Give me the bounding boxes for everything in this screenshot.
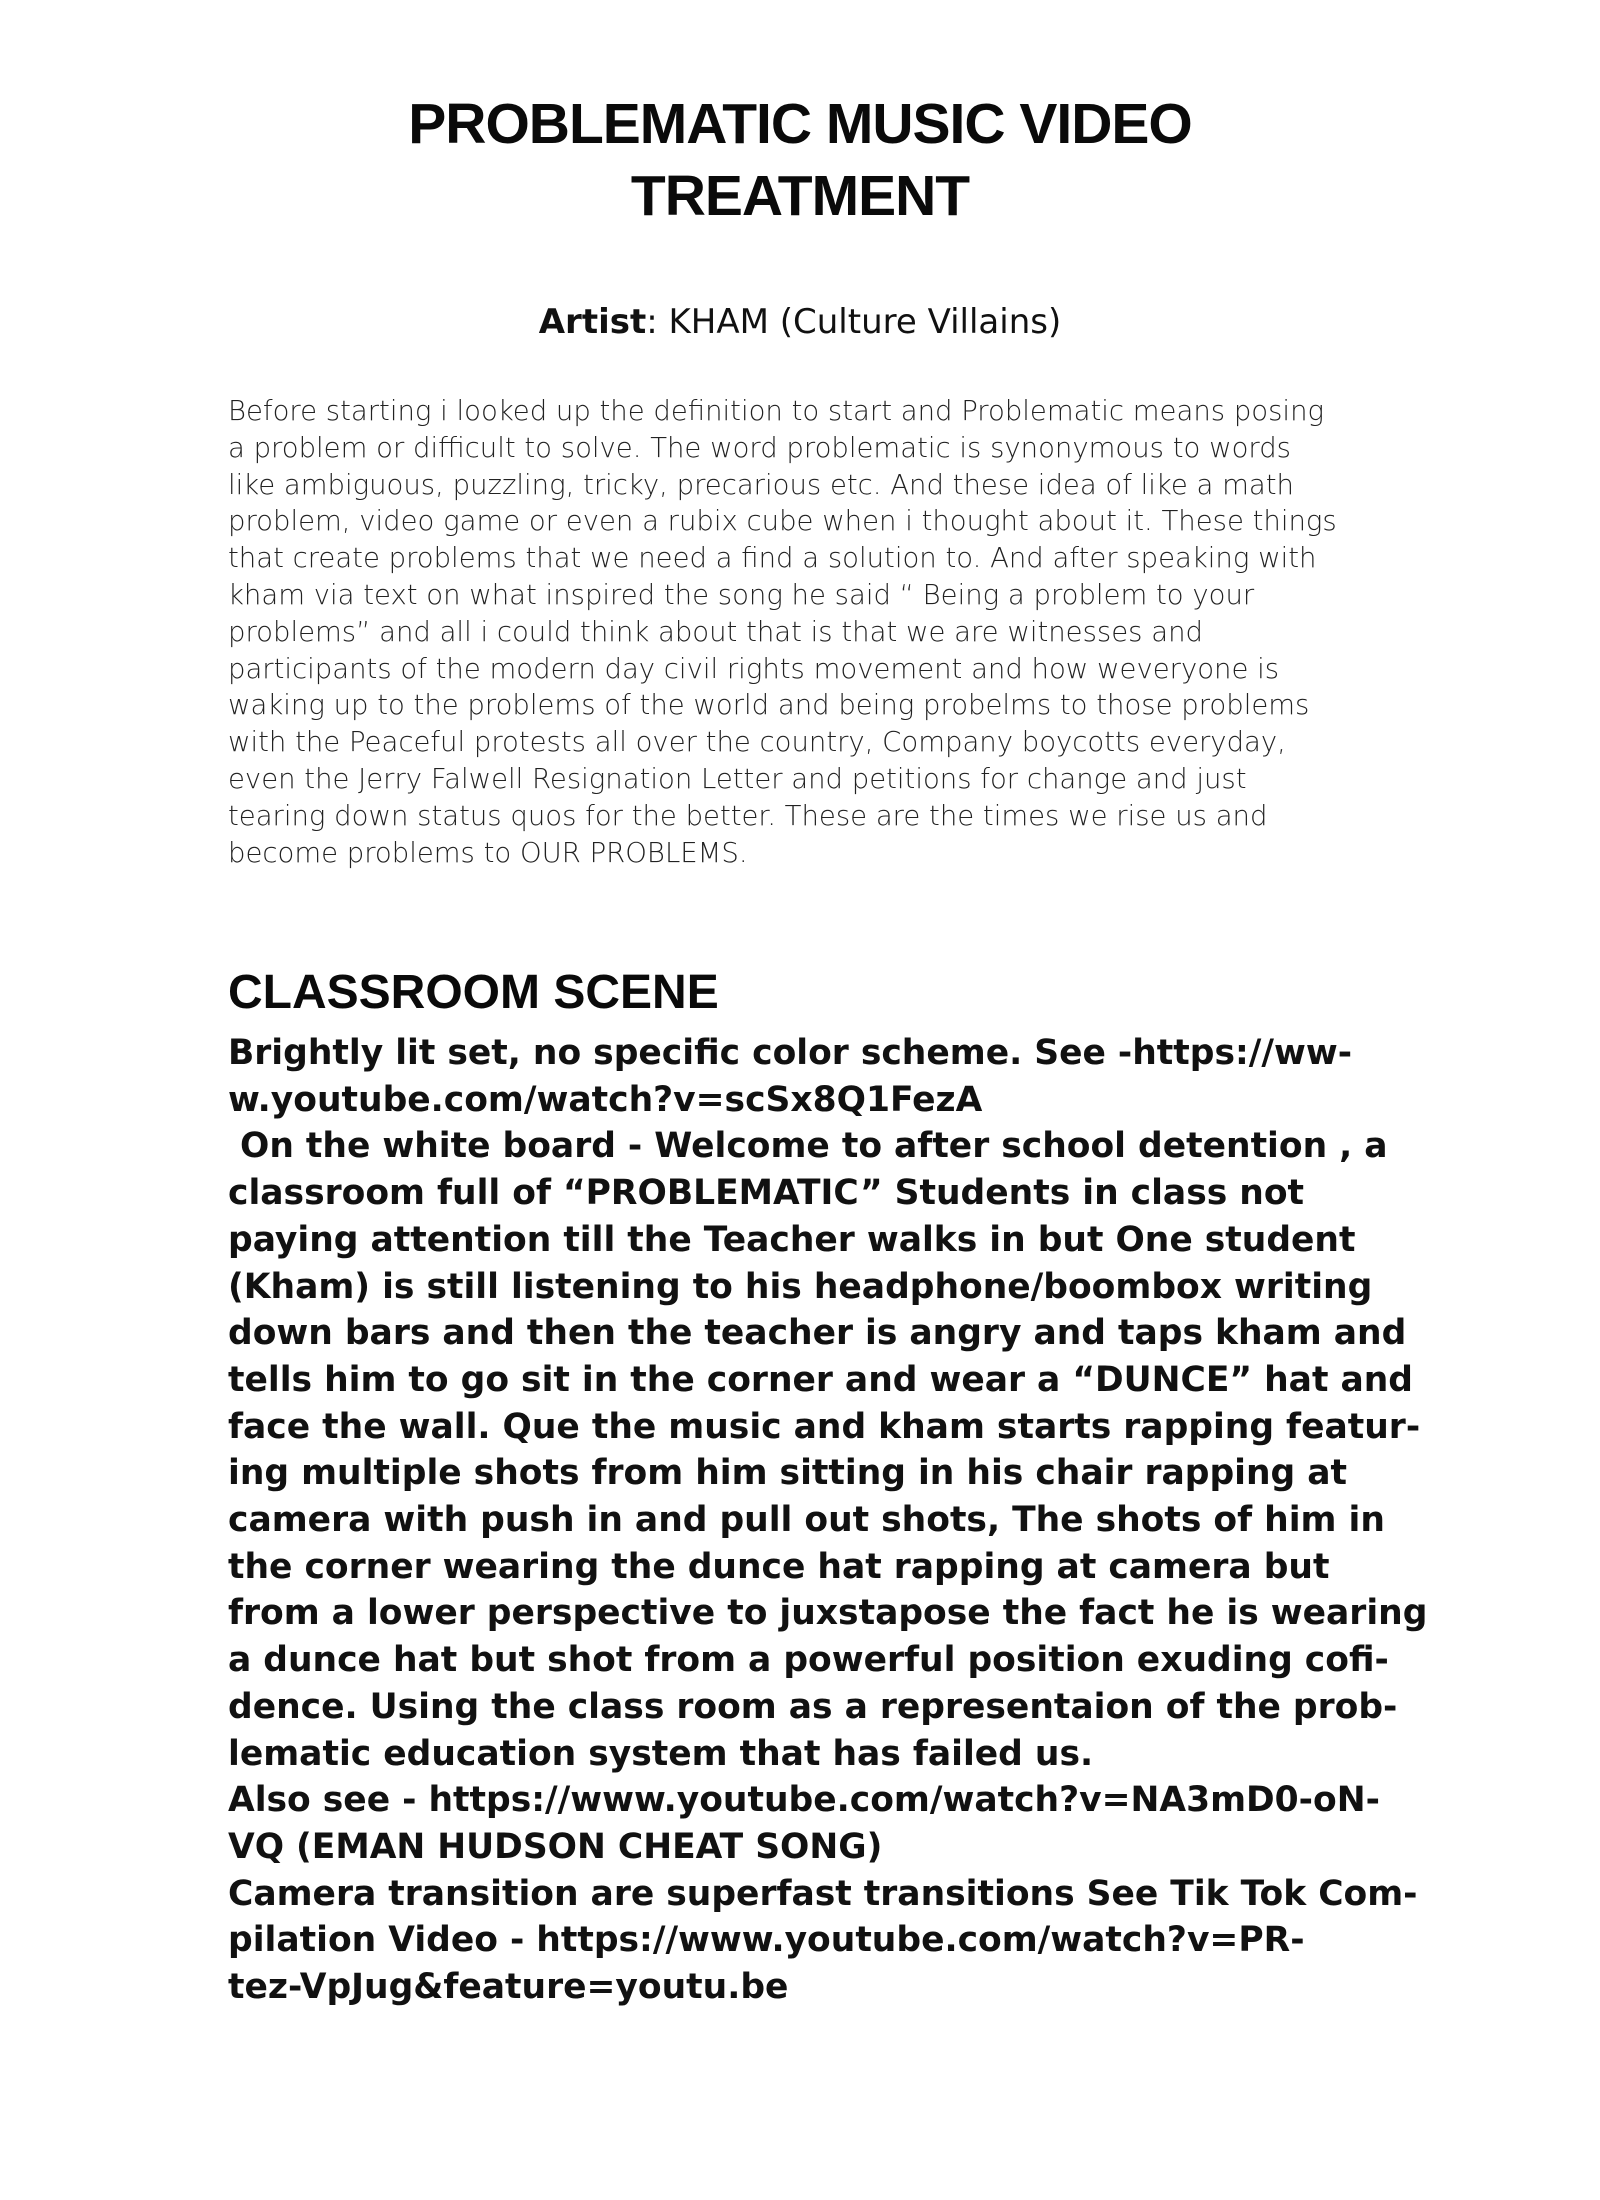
title-line-1: PROBLEMATIC MUSIC VIDEO (408, 92, 1192, 156)
artist-line (0, 300, 1600, 344)
artist-value: : KHAM (Culture Villains) (646, 302, 1062, 342)
document-title (0, 88, 1600, 232)
artist-label: Artist (538, 302, 647, 342)
section-heading: CLASSROOM SCENE (228, 966, 719, 1019)
intro-paragraph: Before starting i looked up the definition to start and Problematic means posing a problem or difficult to solve. The word problematic is synonymous to words like ambiguous, puzzling, tricky, precarious etc. And these idea of like a math problem, video game or even a rubix cube when i thought about it. These things that create problems that we need a find a solution to. And after speaking with kham via text on what inspired the song he said “ Being a problem to your problems” and all i could think about that is that we are witnesses and participants of the modern day civil rights movement and how weveryone is waking up to the problems of the world and being probelms to those problems with the Peaceful protests all over the country, Company boycotts everyday, even the Jerry Falwell Resignation Letter and petitions for change and just tearing down status quos for the better. These are the times we rise us and become problems to OUR PROBLEMS. (228, 395, 1337, 869)
section-body: Brightly lit set, no specific color scheme. See -https://ww- w.youtube.com/watch?v=scSx8Q1FezA On the white board - Welcome to after school detention , a classroom full of “PROBLEMATIC” Students in class not paying attention till the Teacher walks in but One student (Kham) is still listening to his headphone/boombox writing down bars and then the teacher is angry and taps kham and tells him to go sit in the corner and wear a “DUNCE” hat and face the wall. Que the music and kham starts rapping featur- ing multiple shots from him sitting in his chair rapping at camera with push in and pull out shots, The shots of him in the corner wearing the dunce hat rapping at camera but from a lower perspective to juxstapose the fact he is wearing a dunce hat but shot from a powerful position exuding cofi- dence. Using the class room as a representaion of the prob- lematic education system that has failed us. Also see - https://www.youtube.com/watch?v=NA3mD0-oN- VQ (EMAN HUDSON CHEAT SONG) Camera transition are superfast transitions See Tik Tok Com- pilation Video - https://www.youtube.com/watch?v=PR- tez-VpJug&feature=youtu.be (228, 1033, 1428, 2008)
title-line-2: TREATMENT (630, 164, 970, 228)
